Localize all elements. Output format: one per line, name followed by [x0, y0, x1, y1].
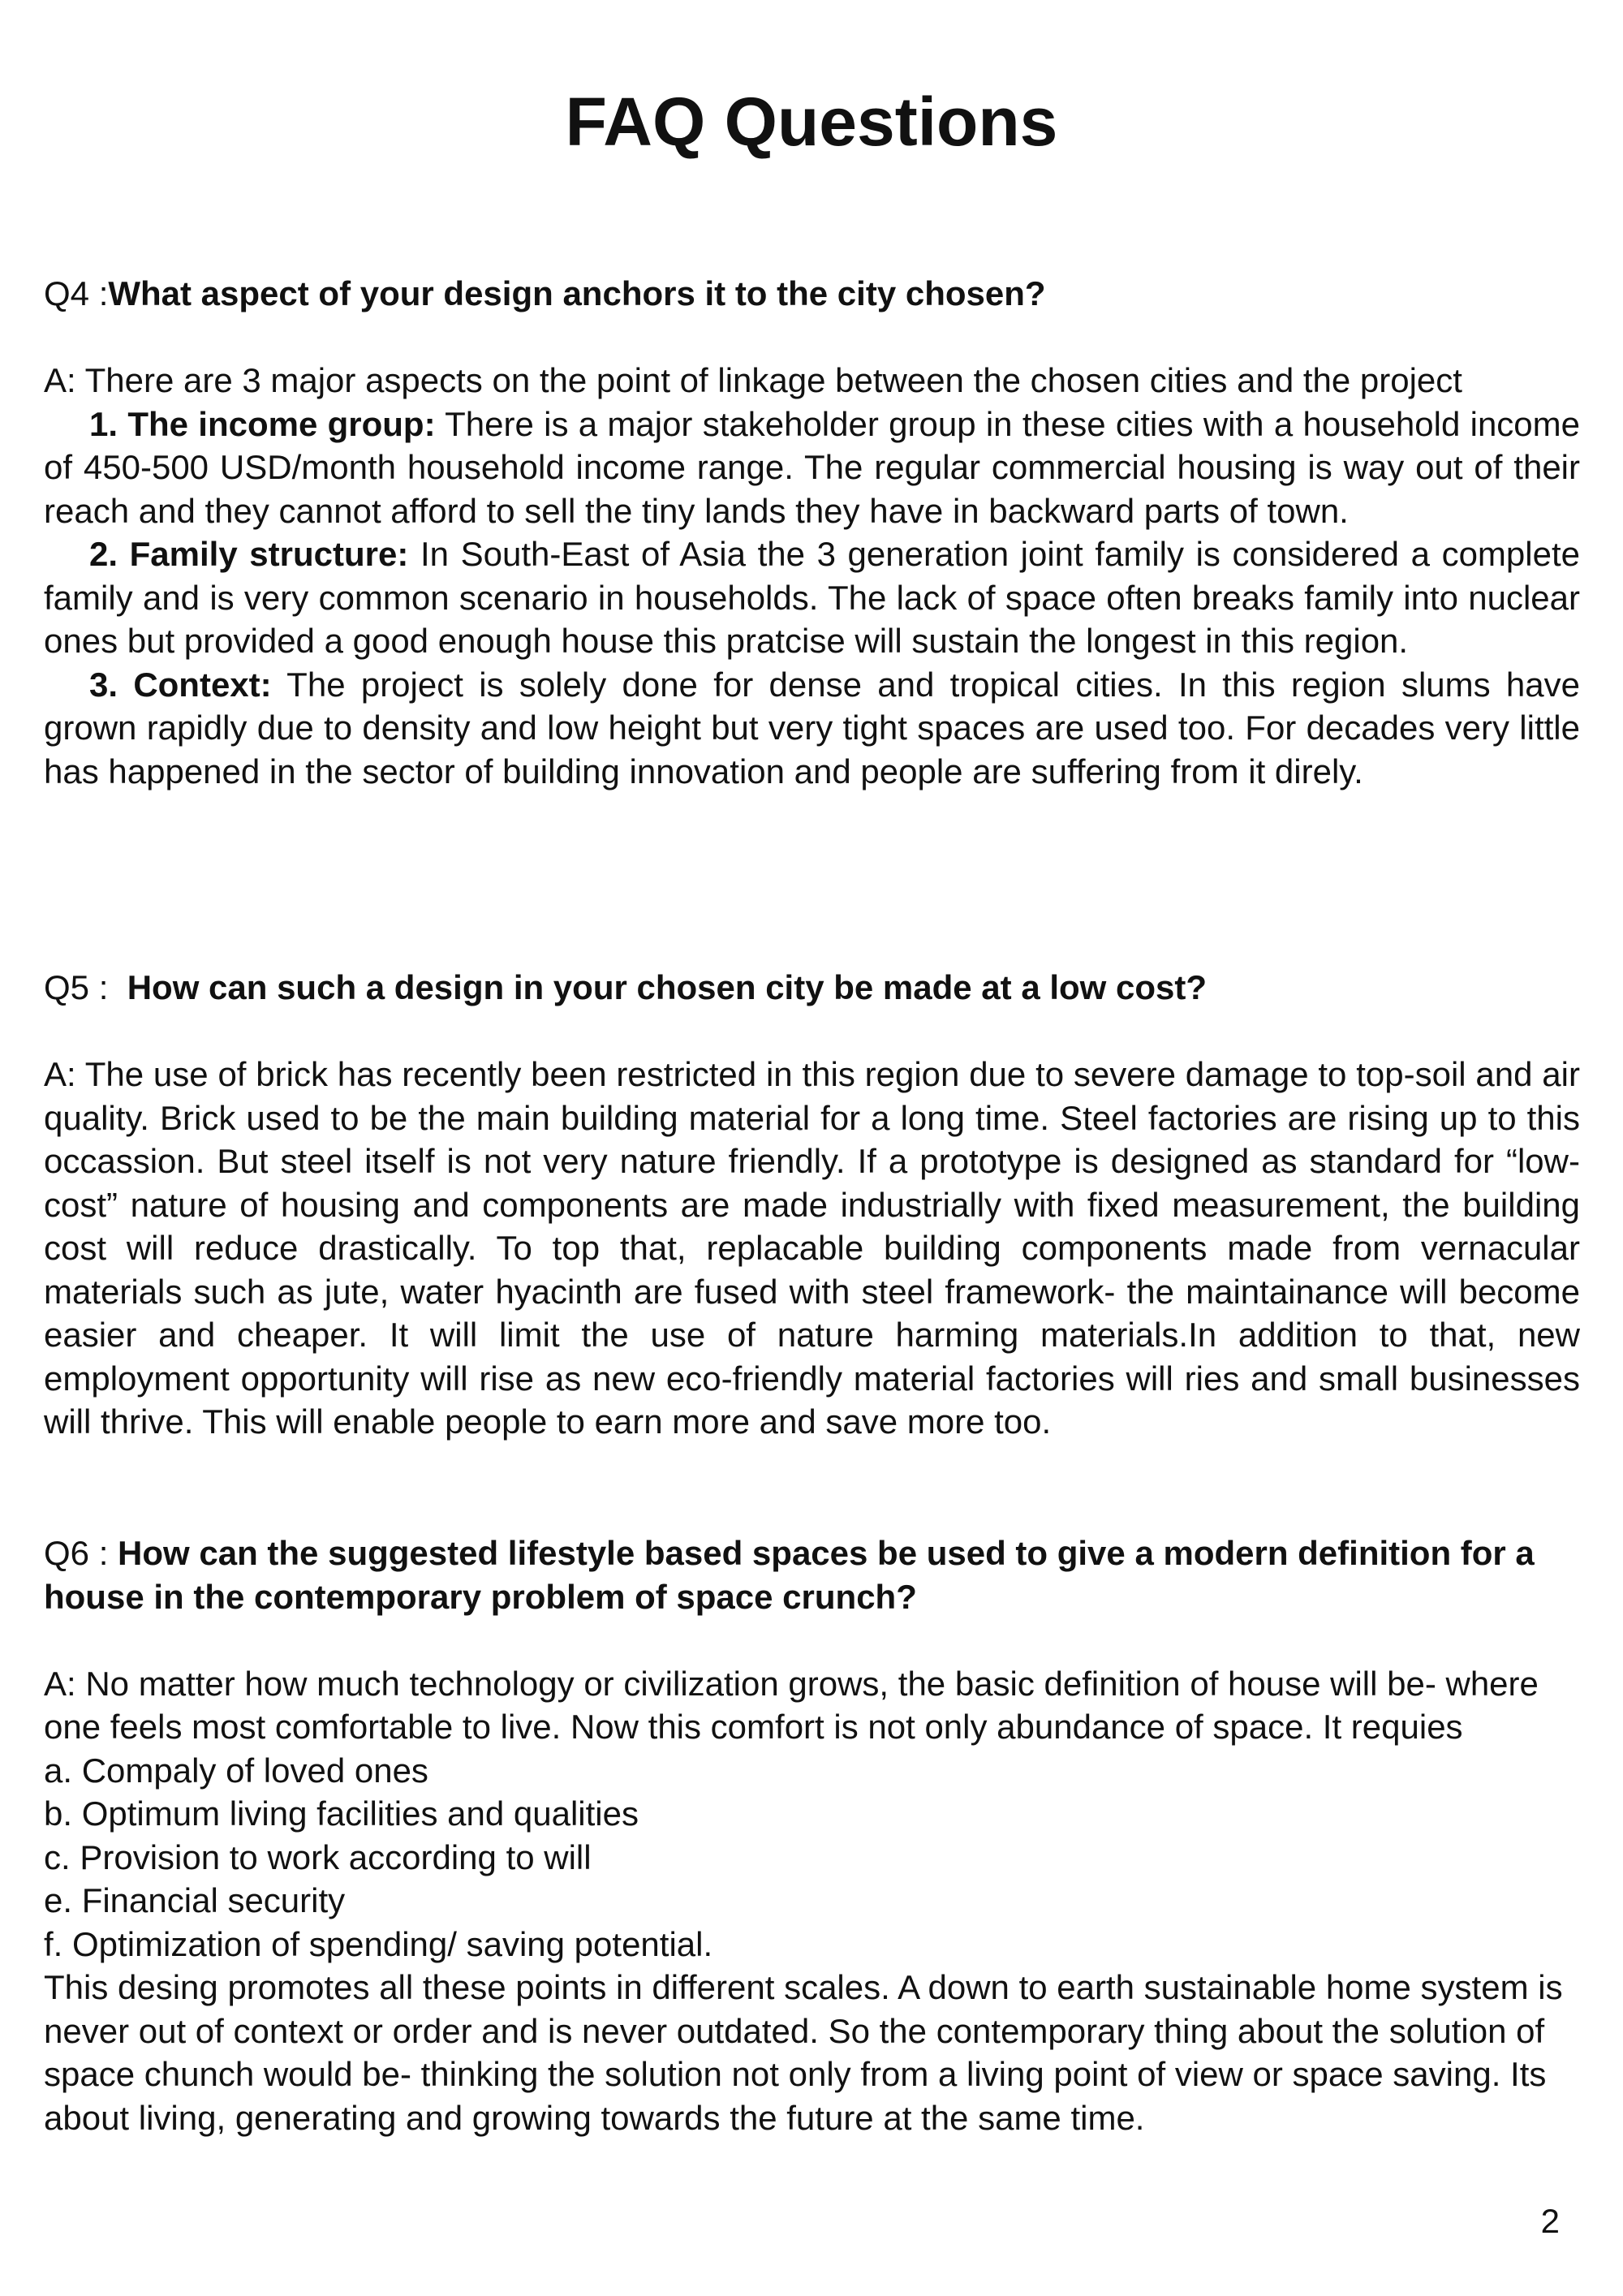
answer-list-item: b. Optimum living facilities and qualities [44, 1794, 639, 1833]
answer-point [44, 663, 1580, 794]
answer-list-item: a. Compaly of loved ones [44, 1751, 428, 1790]
question-text: How can such a design in your chosen city be made at a low cost? [127, 968, 1208, 1006]
answer-intro: A: There are 3 major aspects on the point of linkage between the chosen cities and the project [44, 361, 1462, 399]
answer-point [44, 403, 1580, 533]
question-text: How can the suggested lifestyle based spaces be used to give a modern definition for a house in the contemporary problem of space crunch? [44, 1534, 1535, 1616]
faq-q4 [44, 272, 1580, 793]
point-label: 1. The income group: [89, 404, 436, 443]
answer-point [44, 532, 1580, 663]
question-prefix: Q5 : [44, 968, 127, 1006]
point-text: In South-East of Asia the 3 generation joint family is considered a complete family and is very common scenario in households. The lack of space often breaks family into nuclear ones but provided a good enough house this pratcise will sustain the longest in this region. [44, 535, 1580, 660]
question-q5 [44, 966, 1580, 1010]
point-text: The project is solely done for dense and tropical cities. In this region slums have grown rapidly due to density and low height but very tight spaces are used too. For decades very little has happened in the sector of building innovation and people are suffering from it direly. [44, 665, 1580, 790]
faq-q6 [44, 1531, 1580, 2139]
point-text: There is a major stakeholder group in these cities with a household income of 450-500 USD/month household income range. The regular commercial housing is way out of their reach and they cannot afford to sell the tiny lands they have in backward parts of town. [44, 404, 1581, 530]
answer-list-item: e. Financial security [44, 1881, 346, 1919]
question-q6 [44, 1531, 1580, 1618]
answer-text: A: The use of brick has recently been restricted in this region due to severe damage to top-soil and air quality. Brick used to be the main building material for a long time. Steel factories are rising up to this occassion. But steel itself is not very nature friendly. If a prototype is designed as standard for “low-cost” nature of housing and components are made industrially with fixed measurement, the building cost will reduce drastically. To top that, replacable building components made from vernacular materials such as jute, water hyacinth are fused with steel framework- the maintainance will become easier and cheaper. It will limit the use of nature harming materials.In addition to that, new employment opportunity will rise as new eco-friendly material factories will ries and small businesses will thrive. This will enable people to earn more and save more too. [44, 1055, 1580, 1441]
answer-list-item: c. Provision to work according to will [44, 1837, 592, 1876]
point-label: 2. Family structure: [89, 535, 409, 573]
answer-list-item: f. Optimization of spending/ saving potential. [44, 1924, 713, 1963]
question-text: What aspect of your design anchors it to the city chosen? [108, 274, 1046, 312]
answer-conclusion: This desing promotes all these points in different scales. A down to earth sustainable home system is never out of context or order and is never outdated. So the contemporary thing about the solution of space chunch would be- thinking the solution not only from a living point of view or space saving. Its about living, generating and growing towards the future at the same time. [44, 1968, 1563, 2137]
point-label: 3. Context: [89, 665, 272, 704]
question-prefix: Q4 : [44, 274, 109, 312]
question-q4 [44, 272, 1580, 316]
page-title: FAQ Questions [565, 84, 1058, 160]
question-prefix: Q6 : [44, 1534, 118, 1572]
faq-q5 [44, 966, 1580, 1444]
page-number: 2 [1540, 2202, 1560, 2240]
answer-intro: A: No matter how much technology or civilization grows, the basic definition of house will be- where one feels most comfortable to live. Now this comfort is not only abundance of space. It requies [44, 1664, 1539, 1746]
